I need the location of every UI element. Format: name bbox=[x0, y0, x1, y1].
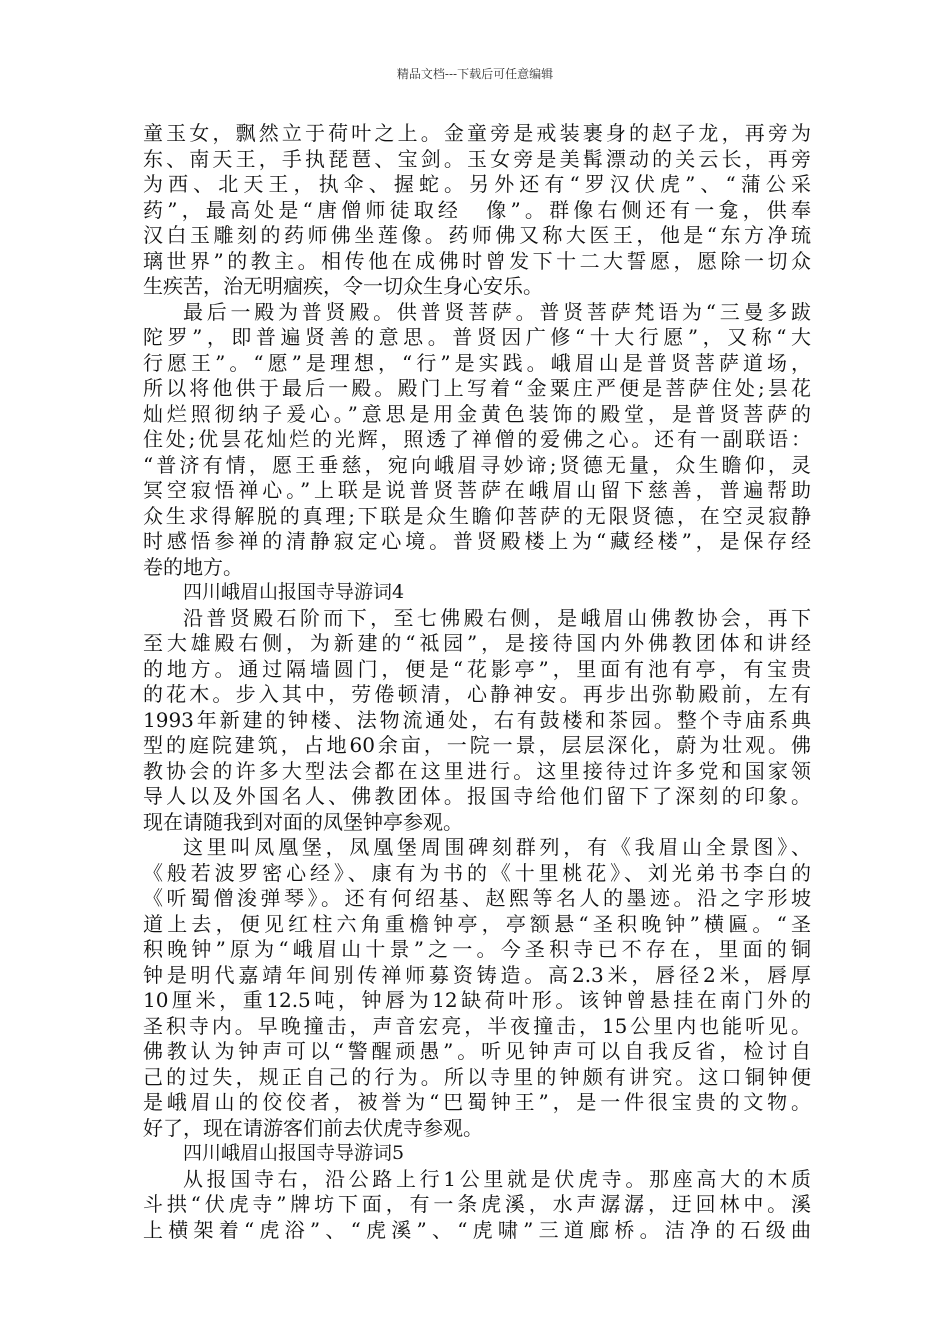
document-body bbox=[143, 121, 811, 1243]
text-line: 行愿王”。“愿”是理想，“行”是实践。峨眉山是普贤菩萨道场， bbox=[143, 350, 811, 375]
text-line: 东、南天王，手执琵琶、宝剑。玉女旁是美髯漂动的关云长，再旁 bbox=[143, 146, 811, 171]
text-line: 《听蜀僧浚弹琴》。还有何绍基、赵熙等名人的墨迹。沿之字形坡 bbox=[143, 886, 811, 910]
text-line: 型的庭院建筑，占地60余亩，一院一景，层层深化，蔚为壮观。佛 bbox=[143, 733, 811, 757]
text-line: 童玉女，飘然立于荷叶之上。金童旁是戒装裹身的赵子龙，再旁为 bbox=[143, 121, 811, 145]
text-line: 教协会的许多大型法会都在这里进行。这里接待过许多党和国家领 bbox=[143, 758, 811, 783]
text-line: 住处;优昙花灿烂的光辉，照透了禅僧的爱佛之心。还有一副联语： bbox=[143, 427, 811, 451]
text-line: 斗拱“伏虎寺”牌坊下面，有一条虎溪，水声潺潺，迂回林中。溪 bbox=[143, 1192, 811, 1216]
text-line: 众生求得解脱的真理;下联是众生瞻仰菩萨的无限贤德，在空灵寂静 bbox=[143, 503, 811, 528]
text-line: 《般若波罗密心经》、康有为书的《十里桃花》、刘光弟书李白的 bbox=[143, 860, 811, 885]
text-line: 药”，最高处是“唐僧师徒取经 像”。群像右侧还有一龛，供奉 bbox=[143, 197, 811, 222]
text-line: 道上去，便见红柱六角重檐钟亭，亭额悬“圣积晚钟”横匾。“圣 bbox=[143, 911, 811, 936]
text-line: 灿烂照彻纳子爰心。”意思是用金黄色装饰的殿堂，是普贤菩萨的 bbox=[143, 401, 811, 426]
text-line: 所以将他供于最后一殿。殿门上写着“金粟庄严便是菩萨住处;昙花 bbox=[143, 376, 811, 400]
text-line: 佛教认为钟声可以“警醒顽愚”。听见钟声可以自我反省，检讨自 bbox=[143, 1039, 811, 1063]
section-heading: 四川峨眉山报国寺导游词5 bbox=[183, 1142, 405, 1164]
text-line: 最后一殿为普贤殿。供普贤菩萨。普贤菩萨梵语为“三曼多跋 bbox=[183, 299, 811, 324]
text-line: 积晚钟”原为“峨眉山十景”之一。今圣积寺已不存在，里面的铜 bbox=[143, 937, 811, 961]
text-line: 汉白玉雕刻的药师佛坐莲像。药师佛又称大医王，他是“东方净琉 bbox=[143, 223, 811, 247]
text-line: 为西、北天王，执伞、握蛇。另外还有“罗汉伏虎”、“蒲公采 bbox=[143, 172, 811, 196]
text-line: 1993年新建的钟楼、法物流通处，右有鼓楼和茶园。整个寺庙系典 bbox=[143, 707, 811, 732]
text-line: 时感悟参禅的清静寂定心境。普贤殿楼上为“藏经楼”，是保存经 bbox=[143, 529, 811, 553]
text-line: 导人以及外国名人、佛教团体。报国寺给他们留下了深刻的印象。 bbox=[143, 784, 811, 808]
text-line: 现在请随我到对面的凤堡钟亭参观。 bbox=[143, 809, 463, 834]
text-line: 圣积寺内。早晚撞击，声音宏亮，半夜撞击，15公里内也能听见。 bbox=[143, 1013, 811, 1038]
text-line: 己的过失，规正自己的行为。所以寺里的钟颇有讲究。这口铜钟便 bbox=[143, 1064, 811, 1089]
text-line: 陀罗”，即普遍贤善的意思。普贤因广修“十大行愿”，又称“大 bbox=[143, 325, 811, 349]
text-line: 冥空寂悟禅心。”上联是说普贤菩萨在峨眉山留下慈善，普遍帮助 bbox=[143, 478, 811, 502]
text-line: 的地方。通过隔墙圆门，便是“花影亭”，里面有池有亭，有宝贵 bbox=[143, 656, 811, 681]
section-heading: 四川峨眉山报国寺导游词4 bbox=[183, 581, 405, 603]
page-header: 精品文档---下载后可任意编辑 bbox=[396, 67, 554, 81]
text-line: 上横架着“虎浴”、“虎溪”、“虎啸”三道廊桥。洁净的石级曲 bbox=[143, 1217, 811, 1242]
text-line: 至大雄殿右侧，为新建的“祗园”，是接待国内外佛教团体和讲经 bbox=[143, 631, 811, 655]
text-line: 是峨眉山的佼佼者，被誉为“巴蜀钟王”，是一件很宝贵的文物。 bbox=[143, 1090, 811, 1114]
text-line: 璃世界”的教主。相传他在成佛时曾发下十二大誓愿，愿除一切众 bbox=[143, 248, 811, 273]
text-line: 好了，现在请游客们前去伏虎寺参观。 bbox=[143, 1115, 483, 1140]
text-line: 从报国寺右，沿公路上行1公里就是伏虎寺。那座高大的木质 bbox=[183, 1166, 811, 1191]
text-line: 的花木。步入其中，劳倦顿清，心静神安。再步出弥勒殿前，左有 bbox=[143, 682, 811, 706]
text-line: 生疾苦，治无明痼疾，令一切众生身心安乐。 bbox=[143, 274, 543, 298]
text-line: 10厘米，重12.5吨，钟唇为12缺荷叶形。该钟曾悬挂在南门外的 bbox=[143, 988, 811, 1012]
text-line: “普济有情，愿王垂慈，宛向峨眉寻妙谛;贤德无量，众生瞻仰，灵 bbox=[143, 452, 811, 477]
text-line: 沿普贤殿石阶而下，至七佛殿右侧，是峨眉山佛教协会，再下 bbox=[183, 605, 811, 630]
text-line: 钟是明代嘉靖年间别传禅师募资铸造。高2.3米，唇径2米，唇厚 bbox=[143, 962, 811, 987]
text-line: 这里叫凤凰堡，凤凰堡周围碑刻群列，有《我眉山全景图》、 bbox=[183, 835, 811, 859]
text-line: 卷的地方。 bbox=[143, 554, 243, 579]
